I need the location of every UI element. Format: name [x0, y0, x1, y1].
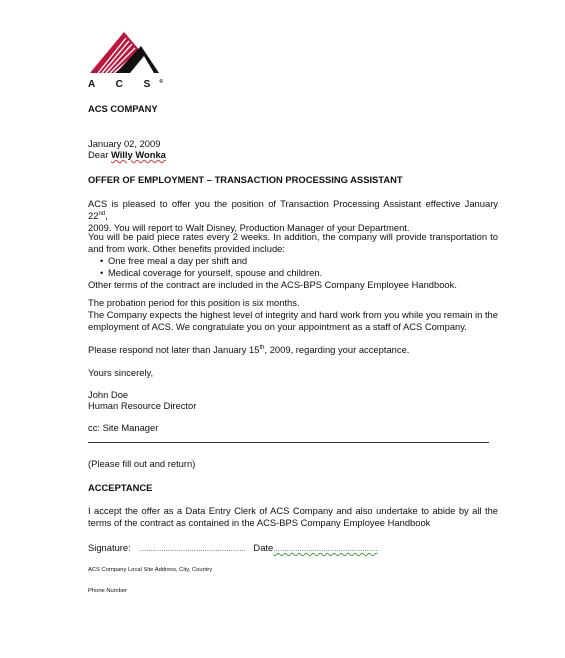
offer-paragraph: ACS is pleased to offer you the position of Transaction Processing Assistant effective January 22nd, 2009. You will report to Walt Disney, Production Manager of your Department.: [88, 198, 498, 233]
benefits-list: [88, 255, 498, 279]
salutation: Dear Willy Wonka: [88, 149, 166, 160]
closing: Yours sincerely,: [88, 367, 154, 378]
subject-heading: OFFER OF EMPLOYMENT – TRANSACTION PROCESSING ASSISTANT: [88, 174, 403, 185]
acceptance-paragraph: I accept the offer as a Data Entry Clerk of ACS Company and also undertake to abide by all the terms of the contract as contained in the ACS-BPS Company Employee Handbook: [88, 505, 498, 528]
probation-paragraph: The probation period for this position is six months. The Company expects the highest level of integrity and hard work from you while you remain in the employment of ACS. We congratulate you on your appointment as a staff of ACS Company.: [88, 297, 498, 332]
fill-note: (Please fill out and return): [88, 458, 196, 469]
signature-field[interactable]: ………………………………………….: [139, 546, 245, 553]
list-item: • Medical coverage for yourself, spouse and children.: [100, 267, 498, 279]
benefits-paragraph: You will be paid piece rates every 2 weeks. In addition, the company will provide transportation to and from work. Other benefits provided include: • One free meal a day per shift and • Medical coverage for yourself, spouse and children. Other terms of the contract are included in the ACS-BPS Company Employee Handbook.: [88, 231, 498, 291]
letter-date: January 02, 2009: [88, 138, 161, 149]
acs-logo-text: A C S®: [88, 79, 163, 90]
footer-phone: Phone Number: [88, 588, 127, 594]
cc-line: cc: Site Manager: [88, 422, 159, 433]
recipient-name: Willy Wonka: [110, 149, 166, 160]
list-item: • One free meal a day per shift and: [100, 255, 498, 267]
divider: [88, 442, 489, 443]
acceptance-heading: ACCEPTANCE: [88, 482, 153, 493]
acs-logo-mark: [86, 30, 162, 74]
footer-address: ACS Company Local Site Address, City, Country: [88, 567, 213, 573]
date-field[interactable]: …………………………………………: [273, 546, 378, 553]
company-name: ACS COMPANY: [88, 103, 158, 114]
signer-title: Human Resource Director: [88, 400, 197, 411]
signer-name: John Doe: [88, 389, 129, 400]
respond-paragraph: Please respond not later than January 15th, 2009, regarding your acceptance.: [88, 344, 410, 355]
signature-row: Signature: …………………………………………. Date…………………………………………: [88, 542, 378, 553]
